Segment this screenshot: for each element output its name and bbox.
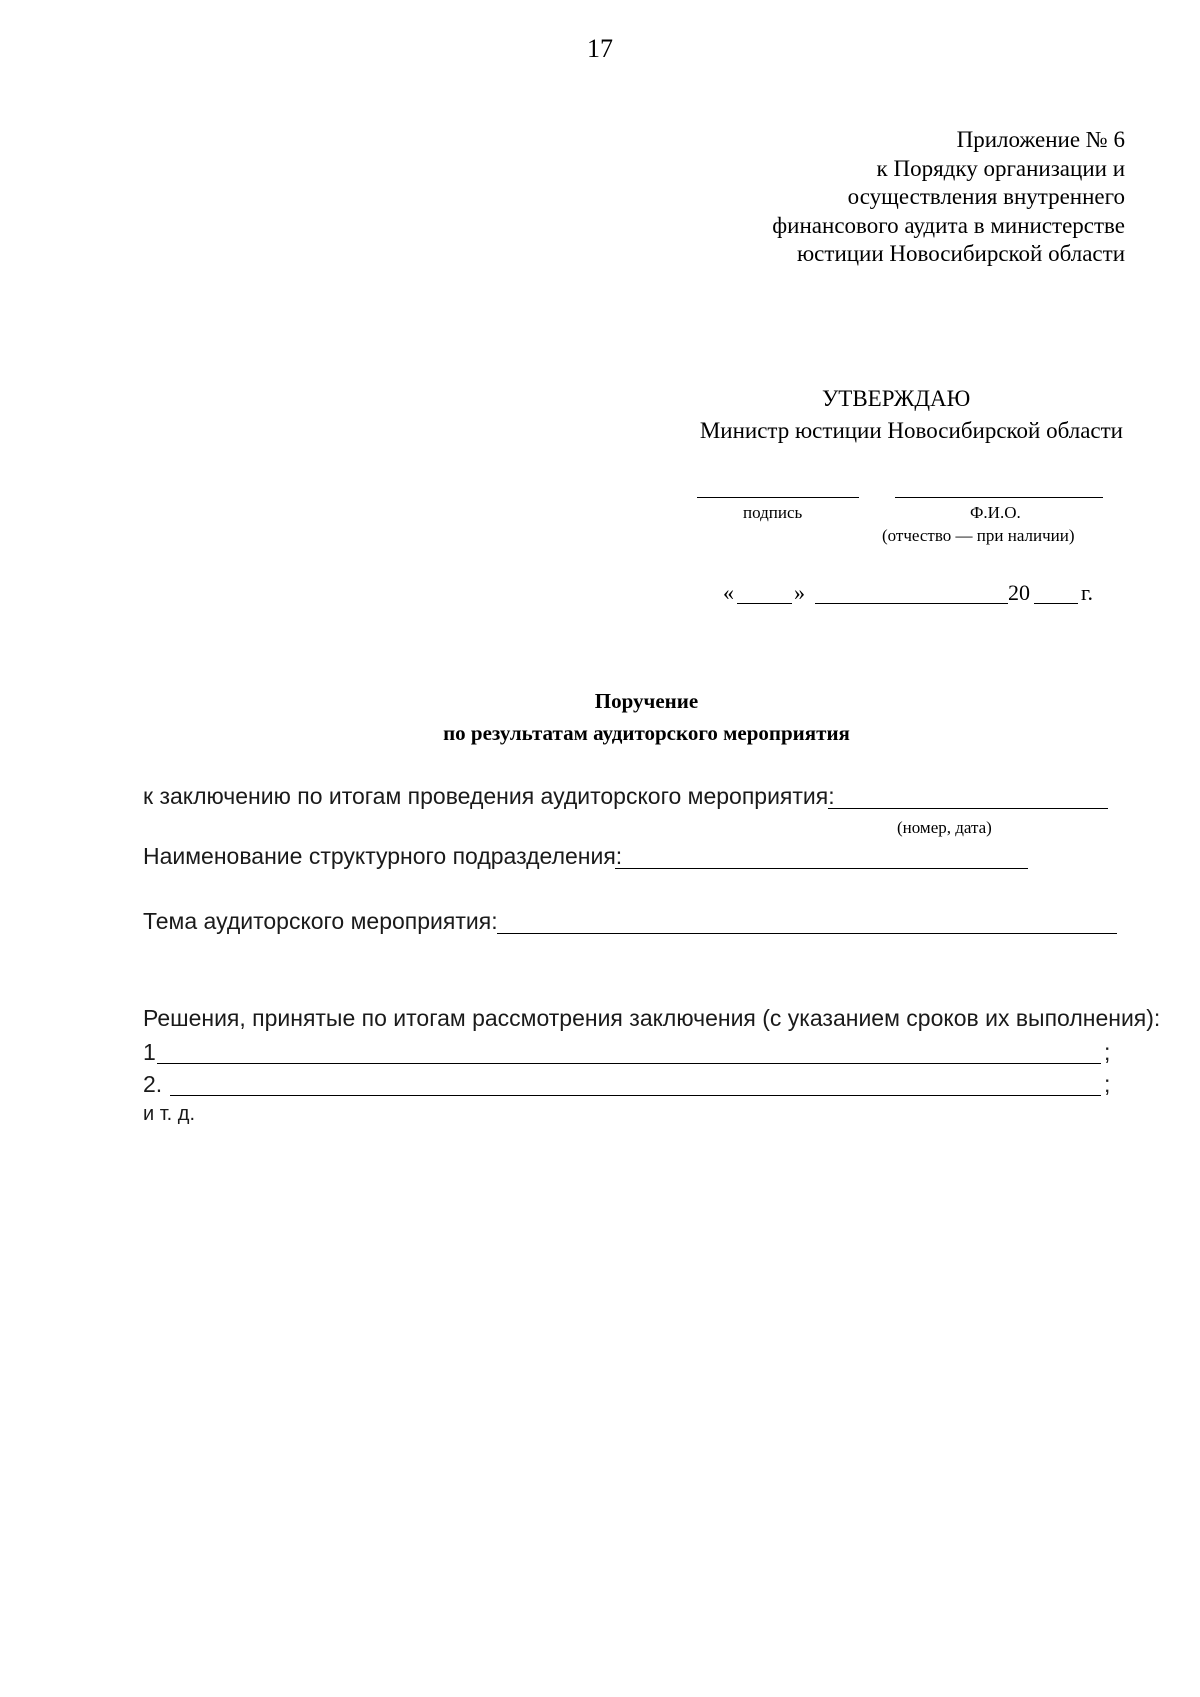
- topic-label: Тема аудиторского мероприятия:: [143, 908, 498, 934]
- department-label: Наименование структурного подразделения:: [143, 843, 623, 869]
- conclusion-hint: (номер, дата): [897, 818, 992, 837]
- decision-1-number: 1: [143, 1039, 156, 1065]
- approval-title: УТВЕРЖДАЮ: [822, 386, 971, 411]
- decision-2-end: ;: [1104, 1071, 1111, 1097]
- appendix-line: к Порядку организации и: [876, 155, 1125, 181]
- name-caption: Ф.И.О.: [970, 503, 1021, 522]
- page-number: 17: [587, 34, 613, 63]
- year-prefix: 20: [1008, 580, 1030, 605]
- document-subtitle: по результатам аудиторского мероприятия: [443, 721, 850, 745]
- appendix-block: [772, 126, 1125, 269]
- signature-caption: подпись: [743, 503, 803, 522]
- approval-position: Министр юстиции Новосибирской области: [699, 418, 1123, 443]
- topic-line: [497, 933, 1117, 934]
- name-note: (отчество — при наличии): [882, 526, 1075, 545]
- document-title: Поручение: [594, 689, 699, 713]
- signature-line: [697, 497, 859, 498]
- appendix-line: осуществления внутреннего: [847, 184, 1125, 209]
- conclusion-line: [828, 808, 1108, 809]
- decisions-label: Решения, принятые по итогам рассмотрения заключения (с указанием сроков их выполнения):: [143, 1005, 1161, 1031]
- appendix-line: финансового аудита в министерстве: [772, 212, 1125, 238]
- decision-2-line: [170, 1095, 1101, 1096]
- year-line: [1034, 603, 1078, 604]
- decision-2-number: 2.: [143, 1071, 163, 1097]
- year-suffix: г.: [1081, 580, 1094, 605]
- department-line: [615, 868, 1028, 869]
- month-line: [815, 603, 1008, 604]
- decision-1-line: [157, 1063, 1101, 1064]
- appendix-line: юстиции Новосибирской области: [797, 241, 1125, 266]
- etc-text: и т. д.: [143, 1103, 196, 1125]
- conclusion-label: к заключению по итогам проведения аудиторского мероприятия:: [143, 783, 835, 809]
- day-line: [737, 603, 792, 604]
- date-close-quote: »: [794, 580, 805, 605]
- date-open-quote: «: [723, 580, 734, 605]
- appendix-line: Приложение № 6: [956, 127, 1125, 152]
- decision-1-end: ;: [1104, 1039, 1111, 1065]
- name-line: [895, 497, 1103, 498]
